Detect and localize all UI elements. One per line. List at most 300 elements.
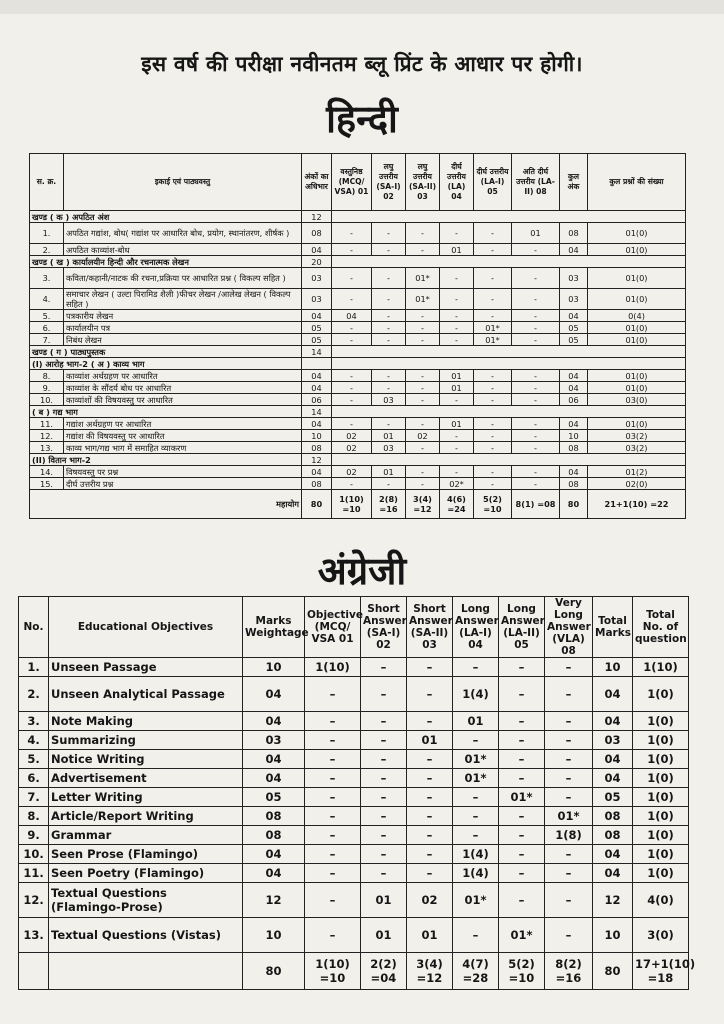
table-row xyxy=(30,322,686,334)
hindi-section-row xyxy=(30,346,686,358)
hindi-cell: - xyxy=(332,334,372,346)
english-cell: 04 xyxy=(243,677,305,712)
english-cell: 04 xyxy=(243,864,305,883)
hindi-total-cell: 3(4) =12 xyxy=(406,490,440,519)
table-row xyxy=(30,310,686,322)
english-cell: 04 xyxy=(243,750,305,769)
hindi-cell: 01* xyxy=(474,322,512,334)
hindi-cell: 11. xyxy=(30,418,64,430)
english-cell: Article/Report Writing xyxy=(49,807,243,826)
hindi-cell: काव्यांश के सौंदर्य बोध पर आधारित xyxy=(64,382,302,394)
hindi-cell: काव्य भाग/गद्य भाग में समाहित व्याकरण xyxy=(64,442,302,454)
english-cell: – xyxy=(407,677,453,712)
hindi-cell: - xyxy=(332,322,372,334)
hindi-cell: - xyxy=(332,223,372,244)
english-cell: – xyxy=(499,807,545,826)
english-cell: Unseen Passage xyxy=(49,658,243,677)
english-cell: Note Making xyxy=(49,712,243,731)
hindi-cell: - xyxy=(512,244,560,256)
hindi-cell: 03 xyxy=(302,289,332,310)
hindi-total-cell: 1(10) =10 xyxy=(332,490,372,519)
english-cell: 1(10) xyxy=(633,658,689,677)
hindi-cell: - xyxy=(372,478,406,490)
english-cell: – xyxy=(361,750,407,769)
hindi-cell: 04 xyxy=(302,370,332,382)
hindi-total-cell: 2(8) =16 xyxy=(372,490,406,519)
hindi-table-header xyxy=(30,154,686,211)
hindi-empty-cell xyxy=(332,406,686,418)
hindi-cell: - xyxy=(474,370,512,382)
english-cell: 8. xyxy=(19,807,49,826)
table-row xyxy=(30,430,686,442)
english-header-cell: No. xyxy=(19,597,49,658)
table-row xyxy=(19,826,689,845)
english-cell: 04 xyxy=(243,769,305,788)
hindi-cell: 08 xyxy=(560,478,588,490)
english-cell: – xyxy=(407,807,453,826)
english-header-cell: Short Answer (SA-I) 02 xyxy=(361,597,407,658)
english-header-cell: Educational Objectives xyxy=(49,597,243,658)
english-cell: 01* xyxy=(545,807,593,826)
table-row xyxy=(19,788,689,807)
hindi-cell: कविता/कहानी/नाटक की रचना,प्रक्रिया पर आधारित प्रश्न ( विकल्प सहित ) xyxy=(64,268,302,289)
hindi-cell: - xyxy=(332,370,372,382)
english-cell: Summarizing xyxy=(49,731,243,750)
table-row xyxy=(19,731,689,750)
hindi-cell: 06 xyxy=(302,394,332,406)
hindi-cell: - xyxy=(474,466,512,478)
hindi-header-cell: इकाई एवं पाठ्यवस्तु xyxy=(64,154,302,211)
english-cell: Letter Writing xyxy=(49,788,243,807)
hindi-empty-cell xyxy=(332,256,686,268)
english-cell: – xyxy=(545,918,593,953)
english-cell: – xyxy=(305,918,361,953)
english-cell: 10 xyxy=(593,918,633,953)
english-cell: 08 xyxy=(593,826,633,845)
hindi-cell: - xyxy=(440,334,474,346)
english-cell: – xyxy=(499,826,545,845)
hindi-cell: 15. xyxy=(30,478,64,490)
hindi-cell: - xyxy=(406,322,440,334)
english-cell: 08 xyxy=(593,807,633,826)
hindi-cell: 04 xyxy=(560,370,588,382)
hindi-cell: - xyxy=(512,289,560,310)
english-cell: – xyxy=(499,750,545,769)
hindi-cell: - xyxy=(512,466,560,478)
page-headline: इस वर्ष की परीक्षा नवीनतम ब्लू प्रिंट के आधार पर होगी। xyxy=(141,52,583,76)
hindi-cell: 04 xyxy=(332,310,372,322)
english-total-cell: 80 xyxy=(243,953,305,990)
hindi-cell: 03 xyxy=(302,268,332,289)
hindi-cell: निबंध लेखन xyxy=(64,334,302,346)
hindi-cell: - xyxy=(332,394,372,406)
hindi-section-label: ( ब ) गद्य भाग xyxy=(30,406,302,418)
hindi-cell: 03(2) xyxy=(588,442,686,454)
hindi-header-cell: कुल प्रश्नों की संख्या xyxy=(588,154,686,211)
hindi-total-cell: 5(2) =10 xyxy=(474,490,512,519)
hindi-cell: - xyxy=(512,478,560,490)
english-cell: 1(0) xyxy=(633,826,689,845)
english-cell: – xyxy=(453,807,499,826)
hindi-cell: - xyxy=(332,268,372,289)
english-cell: – xyxy=(545,677,593,712)
hindi-cell: - xyxy=(440,322,474,334)
english-cell: – xyxy=(545,658,593,677)
english-cell: – xyxy=(545,788,593,807)
hindi-cell: 04 xyxy=(560,418,588,430)
hindi-cell: 05 xyxy=(302,322,332,334)
hindi-section-row xyxy=(30,211,686,223)
english-cell: – xyxy=(499,731,545,750)
hindi-cell: 3. xyxy=(30,268,64,289)
english-cell: 1(0) xyxy=(633,731,689,750)
hindi-section-marks: 12 xyxy=(302,211,332,223)
hindi-cell: - xyxy=(474,289,512,310)
hindi-cell: 02 xyxy=(332,430,372,442)
english-cell: – xyxy=(361,845,407,864)
hindi-header-cell: स. क्र. xyxy=(30,154,64,211)
table-row xyxy=(30,244,686,256)
table-row xyxy=(19,658,689,677)
hindi-cell: 01(0) xyxy=(588,322,686,334)
hindi-cell: - xyxy=(440,223,474,244)
english-cell: 08 xyxy=(243,807,305,826)
hindi-cell: 13. xyxy=(30,442,64,454)
hindi-section-marks: 12 xyxy=(302,454,332,466)
hindi-cell: 04 xyxy=(302,418,332,430)
hindi-cell: - xyxy=(332,289,372,310)
hindi-header-cell: कुल अंक xyxy=(560,154,588,211)
hindi-cell: 0(4) xyxy=(588,310,686,322)
table-row xyxy=(19,845,689,864)
hindi-cell: 02 xyxy=(332,442,372,454)
english-cell: 1(0) xyxy=(633,807,689,826)
english-cell: 04 xyxy=(593,712,633,731)
english-header-cell: Total Marks xyxy=(593,597,633,658)
english-cell: 12. xyxy=(19,883,49,918)
english-cell: 04 xyxy=(243,845,305,864)
english-cell: 1(8) xyxy=(545,826,593,845)
hindi-cell: - xyxy=(332,382,372,394)
hindi-cell: - xyxy=(474,382,512,394)
english-cell: – xyxy=(361,788,407,807)
table-row xyxy=(19,677,689,712)
hindi-cell: 04 xyxy=(302,310,332,322)
english-total-cell: 17+1(10) =18 xyxy=(633,953,689,990)
english-cell: – xyxy=(305,731,361,750)
hindi-cell: 02(0) xyxy=(588,478,686,490)
hindi-cell: 2. xyxy=(30,244,64,256)
hindi-total-label: महायोग xyxy=(30,490,302,519)
hindi-cell: 01 xyxy=(440,418,474,430)
hindi-cell: - xyxy=(512,370,560,382)
hindi-section-label: खण्ड ( क ) अपठित अंश xyxy=(30,211,302,223)
hindi-cell: - xyxy=(440,466,474,478)
english-cell: 01 xyxy=(453,712,499,731)
hindi-total-row xyxy=(30,490,686,519)
english-cell: – xyxy=(453,731,499,750)
hindi-empty-cell xyxy=(332,346,686,358)
english-cell: 01 xyxy=(361,918,407,953)
hindi-cell: - xyxy=(512,334,560,346)
english-cell: 04 xyxy=(593,845,633,864)
hindi-cell: - xyxy=(372,370,406,382)
english-cell: 01* xyxy=(499,788,545,807)
english-cell: 04 xyxy=(593,677,633,712)
english-cell: Seen Prose (Flamingo) xyxy=(49,845,243,864)
english-cell: 1(0) xyxy=(633,712,689,731)
english-cell: – xyxy=(305,712,361,731)
hindi-cell: दीर्घ उत्तरीय प्रश्न xyxy=(64,478,302,490)
page-top-edge xyxy=(0,0,724,14)
hindi-cell: गद्यांश की विषयवस्तु पर आधारित xyxy=(64,430,302,442)
hindi-section-row xyxy=(30,256,686,268)
hindi-cell: गद्यांश अर्थग्रहण पर आधारित xyxy=(64,418,302,430)
english-total-row xyxy=(19,953,689,990)
english-total-cell: 80 xyxy=(593,953,633,990)
english-header-cell: Total No. of question xyxy=(633,597,689,658)
hindi-cell: - xyxy=(372,223,406,244)
hindi-section-label: खण्ड ( ग ) पाठ्यपुस्तक xyxy=(30,346,302,358)
hindi-cell: 01(0) xyxy=(588,370,686,382)
english-cell: 1. xyxy=(19,658,49,677)
english-header-cell: Long Answer (LA-I) 04 xyxy=(453,597,499,658)
english-cell: 3(0) xyxy=(633,918,689,953)
table-row xyxy=(19,712,689,731)
hindi-cell: - xyxy=(474,268,512,289)
hindi-section-label: (I) आरोह भाग-2 ( अ ) काव्य भाग xyxy=(30,358,302,370)
english-cell: – xyxy=(361,658,407,677)
hindi-cell: - xyxy=(512,430,560,442)
english-cell: – xyxy=(453,918,499,953)
hindi-cell: कार्यालयीन पत्र xyxy=(64,322,302,334)
hindi-cell: 01 xyxy=(512,223,560,244)
hindi-section-marks: 20 xyxy=(302,256,332,268)
english-cell: 1(4) xyxy=(453,845,499,864)
hindi-cell: - xyxy=(474,478,512,490)
hindi-header-cell: अंकों का अधिभार xyxy=(302,154,332,211)
english-cell: – xyxy=(305,750,361,769)
hindi-cell: - xyxy=(512,382,560,394)
hindi-header-cell: लघु उत्तरीय (SA-I) 02 xyxy=(372,154,406,211)
hindi-cell: - xyxy=(512,322,560,334)
hindi-cell: - xyxy=(474,310,512,322)
hindi-cell: - xyxy=(406,370,440,382)
table-row xyxy=(30,442,686,454)
hindi-cell: 01(0) xyxy=(588,382,686,394)
hindi-cell: 14. xyxy=(30,466,64,478)
english-cell: – xyxy=(453,826,499,845)
hindi-cell: 4. xyxy=(30,289,64,310)
table-row xyxy=(30,370,686,382)
hindi-cell: - xyxy=(512,394,560,406)
table-row xyxy=(30,382,686,394)
hindi-cell: - xyxy=(474,442,512,454)
hindi-cell: 05 xyxy=(302,334,332,346)
english-cell: 01* xyxy=(499,918,545,953)
hindi-cell: 01(0) xyxy=(588,289,686,310)
table-row xyxy=(19,750,689,769)
hindi-cell: 01(2) xyxy=(588,466,686,478)
english-cell: 08 xyxy=(243,826,305,845)
english-cell: 6. xyxy=(19,769,49,788)
hindi-cell: 01 xyxy=(440,370,474,382)
hindi-cell: 03(2) xyxy=(588,430,686,442)
hindi-cell: - xyxy=(406,394,440,406)
hindi-cell: - xyxy=(440,430,474,442)
hindi-cell: 01(0) xyxy=(588,268,686,289)
hindi-section-row xyxy=(30,454,686,466)
english-cell: 01* xyxy=(453,883,499,918)
english-cell: 05 xyxy=(593,788,633,807)
english-cell: 01 xyxy=(407,731,453,750)
english-cell: 05 xyxy=(243,788,305,807)
hindi-cell: 01(0) xyxy=(588,418,686,430)
hindi-cell: - xyxy=(406,478,440,490)
english-total-cell: 4(7) =28 xyxy=(453,953,499,990)
hindi-cell: 6. xyxy=(30,322,64,334)
english-cell: – xyxy=(545,769,593,788)
hindi-cell: - xyxy=(372,244,406,256)
english-cell: Advertisement xyxy=(49,769,243,788)
english-cell: – xyxy=(545,845,593,864)
english-cell: – xyxy=(407,788,453,807)
hindi-cell: - xyxy=(406,466,440,478)
hindi-cell: - xyxy=(406,223,440,244)
english-cell: – xyxy=(545,731,593,750)
english-cell: 4. xyxy=(19,731,49,750)
hindi-blueprint-table xyxy=(29,153,686,519)
english-cell: – xyxy=(499,883,545,918)
english-cell: Textual Questions (Vistas) xyxy=(49,918,243,953)
table-row xyxy=(30,289,686,310)
hindi-cell: - xyxy=(406,334,440,346)
english-cell: 3. xyxy=(19,712,49,731)
hindi-cell: काव्यांशों की विषयवस्तु पर आधारित xyxy=(64,394,302,406)
hindi-empty-cell xyxy=(332,211,686,223)
hindi-header-cell: लघु उत्तरीय (SA-II) 03 xyxy=(406,154,440,211)
hindi-cell: 03 xyxy=(560,268,588,289)
english-blueprint-table xyxy=(18,596,696,990)
hindi-cell: 08 xyxy=(560,223,588,244)
english-cell: – xyxy=(545,750,593,769)
hindi-cell: - xyxy=(372,382,406,394)
hindi-cell: - xyxy=(512,418,560,430)
english-cell: 01 xyxy=(407,918,453,953)
hindi-cell: 9. xyxy=(30,382,64,394)
hindi-section-marks: 14 xyxy=(302,406,332,418)
hindi-cell: - xyxy=(372,289,406,310)
hindi-section-label: खण्ड ( ख ) कार्यालयीन हिन्दी और रचनात्मक लेखन xyxy=(30,256,302,268)
english-cell: 13. xyxy=(19,918,49,953)
hindi-cell: - xyxy=(332,478,372,490)
english-cell: – xyxy=(305,807,361,826)
hindi-cell: 10 xyxy=(560,430,588,442)
english-cell: – xyxy=(499,864,545,883)
english-cell: – xyxy=(407,750,453,769)
hindi-header-cell: दीर्घ उत्तरीय (LA-I) 05 xyxy=(474,154,512,211)
english-total-cell: 2(2) =04 xyxy=(361,953,407,990)
hindi-cell: 04 xyxy=(302,466,332,478)
english-cell: – xyxy=(407,658,453,677)
hindi-cell: 04 xyxy=(560,382,588,394)
hindi-cell: 01 xyxy=(372,430,406,442)
english-cell: – xyxy=(305,677,361,712)
english-cell: – xyxy=(361,731,407,750)
table-row xyxy=(30,223,686,244)
hindi-cell: - xyxy=(372,310,406,322)
hindi-cell: - xyxy=(440,310,474,322)
hindi-cell: 04 xyxy=(560,244,588,256)
hindi-cell: 01* xyxy=(474,334,512,346)
english-cell: 02 xyxy=(407,883,453,918)
hindi-cell: - xyxy=(474,430,512,442)
hindi-cell: 8. xyxy=(30,370,64,382)
english-cell: 04 xyxy=(593,769,633,788)
hindi-cell: 08 xyxy=(302,442,332,454)
english-cell: 1(0) xyxy=(633,750,689,769)
hindi-cell: 04 xyxy=(302,382,332,394)
hindi-header-cell: वस्तुनिष्ठ (MCQ/ VSA) 01 xyxy=(332,154,372,211)
english-table-header xyxy=(19,597,689,658)
english-header-cell: Very Long Answer (VLA) 08 xyxy=(545,597,593,658)
english-cell: 5. xyxy=(19,750,49,769)
english-cell: – xyxy=(407,845,453,864)
english-cell: – xyxy=(305,788,361,807)
english-cell: – xyxy=(361,712,407,731)
hindi-cell: - xyxy=(332,244,372,256)
table-row xyxy=(19,769,689,788)
english-cell: – xyxy=(545,883,593,918)
hindi-cell: 04 xyxy=(560,310,588,322)
english-cell: 1(0) xyxy=(633,864,689,883)
hindi-cell: 5. xyxy=(30,310,64,322)
english-cell: 10 xyxy=(593,658,633,677)
hindi-section-title: हिन्दी xyxy=(326,97,398,141)
hindi-cell: काव्यांश अर्थग्रहण पर आधारित xyxy=(64,370,302,382)
english-cell: 01 xyxy=(361,883,407,918)
english-cell: 04 xyxy=(593,864,633,883)
english-cell: – xyxy=(407,769,453,788)
english-cell: – xyxy=(499,677,545,712)
english-cell: – xyxy=(407,864,453,883)
hindi-section-row xyxy=(30,406,686,418)
hindi-cell: 04 xyxy=(302,244,332,256)
english-cell: 04 xyxy=(593,750,633,769)
hindi-cell: पत्रकारीय लेखन xyxy=(64,310,302,322)
hindi-cell: 7. xyxy=(30,334,64,346)
hindi-cell: 01(0) xyxy=(588,334,686,346)
english-cell: – xyxy=(499,845,545,864)
table-row xyxy=(30,418,686,430)
english-cell: 1(0) xyxy=(633,845,689,864)
hindi-cell: - xyxy=(512,268,560,289)
hindi-cell: - xyxy=(406,442,440,454)
hindi-section-label: (II) वितान भाग-2 xyxy=(30,454,302,466)
english-cell: 10 xyxy=(243,658,305,677)
hindi-cell: - xyxy=(440,289,474,310)
english-cell: – xyxy=(305,845,361,864)
hindi-cell: - xyxy=(372,418,406,430)
hindi-cell: 03 xyxy=(560,289,588,310)
hindi-cell: 01* xyxy=(406,289,440,310)
hindi-cell: - xyxy=(512,442,560,454)
english-cell: Notice Writing xyxy=(49,750,243,769)
hindi-cell: - xyxy=(512,310,560,322)
english-header-cell: Objective (MCQ/ VSA 01 xyxy=(305,597,361,658)
english-cell: – xyxy=(361,864,407,883)
english-cell: 01* xyxy=(453,769,499,788)
